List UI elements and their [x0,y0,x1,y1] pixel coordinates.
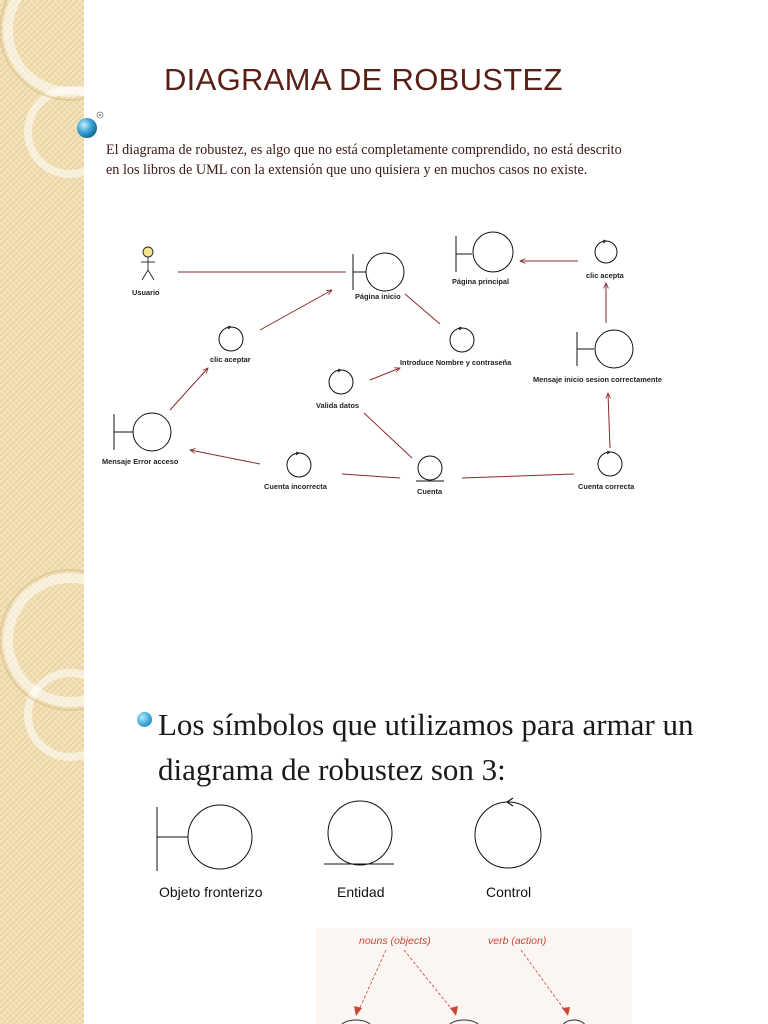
control-object-icon [219,326,243,351]
boundary-object-icon [353,253,404,291]
symbol-label: Control [486,884,532,900]
diagram-label: Cuenta incorrecta [264,482,327,491]
decorative-sidebar [0,0,84,1024]
control-object-icon [598,451,622,476]
boundary-object-icon [456,232,513,272]
symbol-label: Entidad [337,884,385,900]
diagram-label: clic aceptar [210,355,251,364]
control-symbol-icon [475,798,541,868]
panel-arrows [316,928,632,1024]
panel-nouns-label: nouns (objects) [359,935,431,947]
diagram-label: Mensaje Error acceso [102,457,179,466]
boundary-object-icon [114,413,171,451]
robustness-diagram [100,228,700,503]
boundary-object-icon [577,330,633,368]
control-object-icon [329,369,353,394]
entity-object-icon [416,456,444,481]
bullet-text: Los símbolos que utilizamos para armar un diagrama de robustez son 3: [158,707,694,787]
control-object-icon [450,327,474,352]
panel-verb-label: verb (action) [488,935,547,947]
diagram-label: Mensaje inicio sesion correctamente [533,375,662,384]
diagram-label: clic acepta [586,271,624,280]
nouns-verbs-panel [316,928,632,1024]
diagram-label: Introduce Nombre y contraseña [400,358,512,367]
boundary-symbol-icon [157,805,252,871]
diagram-label: Página inicio [355,292,401,301]
intro-paragraph: El diagrama de robustez, es algo que no está completamente comprendido, no está descrito en los libros de UML con la extensión que uno quisiera y en muchos casos no existe. [106,142,622,178]
diagram-label: Página principal [452,277,510,286]
diagram-label: Valida datos [316,401,360,410]
control-object-icon [287,452,311,477]
diagram-label: Cuenta [417,487,443,496]
symbol-label: Objeto fronterizo [159,884,263,900]
actor-icon [141,247,155,280]
bullet-orb-icon [74,106,108,142]
slide-title: DIAGRAMA DE ROBUSTEZ [164,62,563,97]
symbols-legend [150,795,570,910]
diagram-label: Usuario [132,288,160,297]
entity-symbol-icon [324,801,394,865]
bullet-icon [137,712,152,727]
control-object-icon [595,240,617,263]
diagram-label: Cuenta correcta [578,482,635,491]
